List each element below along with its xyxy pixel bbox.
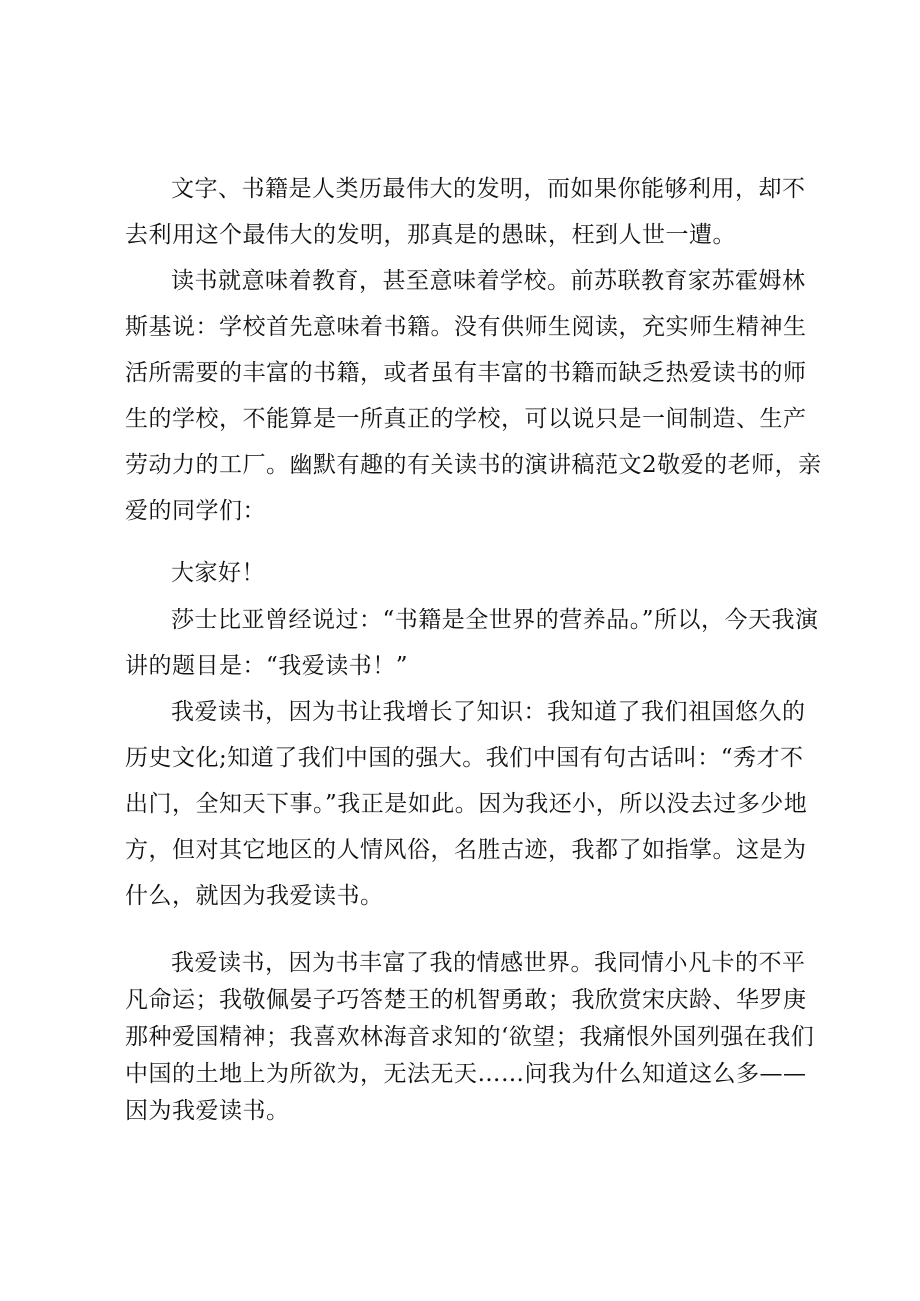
paragraph-education: 读书就意味着教育，甚至意味着学校。前苏联教育家苏霍姆林斯基说：学校首先意味着书籍。没有供师生阅读，充实师生精神生活所需要的丰富的书籍，或者虽有丰富的书籍而缺乏热爱读书的师生的学校，不能算是一所真正的学校，可以说只是一间制造、生产劳动力的工厂。幽默有趣的有关读书的演讲稿范文2敬爱的老师，亲爱的同学们： (125, 268, 822, 524)
paragraph-emotion: 我爱读书，因为书丰富了我的情感世界。我同情小凡卡的不平凡命运；我敬佩晏子巧答楚王的机智勇敢；我欣赏宋庆龄、华罗庚那种爱国精神；我喜欢林海音求知的‘欲望；我痛恨外国列强在我们中国的土地上为所欲为，无法无天……问我为什么知道这么多——因为我爱读书。 (125, 950, 815, 1124)
paragraph-greeting: 大家好！ (171, 560, 265, 586)
paragraph-intro: 文字、书籍是人类历最伟大的发明，而如果你能够利用，却不去利用这个最伟大的发明，那真是的愚昧，枉到人世一遭。 (125, 176, 806, 248)
paragraph-knowledge: 我爱读书，因为书让我增长了知识：我知道了我们祖国悠久的历史文化;知道了我们中国的强大。我们中国有句古话叫：“秀才不出门，全知天下事。”我正是如此。因为我还小，所以没去过多少地方，但对其它地区的人情风俗，名胜古迹，我都了如指掌。这是为什么，就因为我爱读书。 (125, 699, 808, 909)
paragraph-shakespeare: 莎士比亚曾经说过：“书籍是全世界的营养品。”所以，今天我演讲的题目是：“我爱读书！” (125, 607, 819, 679)
